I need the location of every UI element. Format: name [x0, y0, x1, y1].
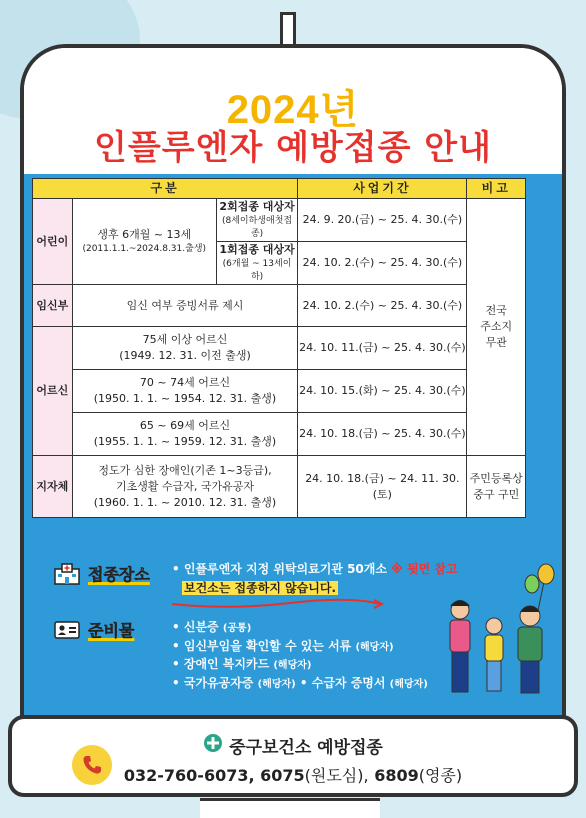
list-item [172, 674, 442, 693]
footer-phone [12, 763, 574, 786]
dose1-cell [216, 242, 297, 285]
child-age-cell [72, 199, 216, 285]
local-line2: 기초생활 수급자, 국가유공자 [115, 479, 254, 493]
prep-item4-sub: (해당자) [257, 678, 296, 690]
table-row [33, 456, 526, 518]
col-header-note: 비고 [467, 179, 526, 199]
dose1-label: 1회접종 대상자 [219, 243, 295, 257]
child-age: 생후 6개월 ~ 13세 [97, 228, 192, 242]
contact-footer [8, 715, 578, 797]
prep-section-title [52, 618, 134, 641]
table-row [33, 413, 526, 456]
elderly-g1-birth: (1949. 12. 31. 이전 출생) [119, 349, 251, 363]
note-common [467, 199, 526, 456]
table-row [33, 370, 526, 413]
pregnant-period: 24. 10. 2.(수) ~ 25. 4. 30.(수) [298, 285, 467, 327]
place-notice: 보건소는 접종하지 않습니다. [184, 580, 337, 595]
elderly-g3-cell [72, 413, 298, 456]
table-row [33, 285, 526, 327]
header [24, 48, 562, 174]
place-section-title [52, 562, 150, 585]
list-item [172, 655, 442, 674]
underline-decoration [170, 598, 390, 610]
dose2-cell [216, 199, 297, 242]
place-line1 [172, 560, 472, 579]
place-line1-note: ※ 뒷면 참고 [391, 562, 458, 576]
local-desc-cell [72, 456, 298, 518]
tel-sub[interactable]: 6809 [374, 766, 419, 785]
prep-section-label: 준비물 [88, 621, 135, 640]
dose1-sub: (6개월 ~ 13세이하) [222, 259, 292, 283]
pregnant-desc: 임신 여부 증빙서류 제시 [72, 285, 298, 327]
note-common-line3: 무관 [485, 336, 507, 350]
prep-item1: • 신분증 [172, 620, 219, 634]
place-line2 [172, 579, 472, 598]
prep-item3-sub: (해당자) [273, 660, 312, 672]
dose2-sub: (8세이하생애첫접종) [221, 216, 293, 240]
table-row [33, 199, 526, 242]
table-row [33, 327, 526, 370]
category-local: 지자체 [33, 456, 73, 518]
elderly-g2-period: 24. 10. 15.(화) ~ 25. 4. 30.(수) [298, 370, 467, 413]
category-child: 어린이 [33, 199, 73, 285]
tel-sub-note: (영종) [418, 766, 463, 785]
col-header-category: 구분 [33, 179, 298, 199]
local-note-line1: 주민등록상 [469, 471, 523, 485]
page-title: 인플루엔자 예방접종 안내 [94, 128, 492, 168]
people-illustration [432, 560, 562, 700]
hospital-icon [52, 564, 82, 584]
local-line1: 정도가 심한 장애인(기존 1~3등급), [98, 463, 272, 477]
health-center-logo-icon [203, 733, 223, 758]
category-elderly: 어르신 [33, 327, 73, 456]
prep-list [172, 618, 442, 692]
elderly-g3-age: 65 ~ 69세 어르신 [139, 419, 231, 433]
place-list [172, 560, 472, 597]
local-note [467, 456, 526, 518]
tel-main-note: (원도심), [304, 766, 369, 785]
list-item [172, 637, 442, 656]
place-line1-text: • 인플루엔자 지정 위탁의료기관 50개소 [172, 562, 387, 576]
sign-post-bottom [200, 798, 380, 818]
prep-item2-sub: (해당자) [355, 641, 394, 653]
prep-item3: • 장애인 복지카드 [172, 657, 270, 672]
local-period: 24. 10. 18.(금) ~ 24. 11. 30.(토) [298, 456, 467, 518]
table-header-row [33, 179, 526, 199]
footer-org [12, 733, 574, 758]
dose2-label: 2회접종 대상자 [219, 200, 295, 213]
note-common-line1: 전국 [485, 304, 507, 318]
elderly-g2-cell [72, 370, 298, 413]
elderly-g1-age: 75세 이상 어르신 [142, 333, 228, 347]
elderly-g1-cell [72, 327, 298, 370]
year-title: 2024년 [226, 88, 360, 132]
local-line3: (1960. 1. 1. ~ 2010. 12. 31. 출생) [93, 495, 277, 509]
list-item [172, 618, 442, 637]
elderly-g3-birth: (1955. 1. 1. ~ 1959. 12. 31. 출생) [93, 435, 277, 449]
note-common-line2: 주소지 [480, 320, 513, 334]
prep-item5: • 수급자 증명서 [299, 675, 386, 690]
child-birth: (2011.1.1.~2024.8.31.출생) [82, 244, 207, 255]
elderly-g2-age: 70 ~ 74세 어르신 [139, 376, 231, 390]
prep-item2: • 임신부임을 확인할 수 있는 서류 [172, 638, 352, 653]
footer-org-name: 중구보건소 예방접종 [229, 738, 383, 758]
vaccination-table [32, 178, 526, 518]
elderly-g3-period: 24. 10. 18.(금) ~ 25. 4. 30.(수) [298, 413, 467, 456]
dose2-period: 24. 9. 20.(금) ~ 25. 4. 30.(수) [298, 199, 467, 242]
elderly-g1-period: 24. 10. 11.(금) ~ 25. 4. 30.(수) [298, 327, 467, 370]
prep-item1-sub: (공통) [222, 623, 252, 634]
tel-main[interactable]: 032-760-6073, 6075 [123, 766, 305, 785]
category-pregnant: 임신부 [33, 285, 73, 327]
dose1-period: 24. 10. 2.(수) ~ 25. 4. 30.(수) [298, 242, 467, 285]
elderly-g2-birth: (1950. 1. 1. ~ 1954. 12. 31. 출생) [93, 392, 277, 406]
prep-item5-sub: (해당자) [389, 678, 428, 690]
prep-item4: • 국가유공자증 [172, 675, 254, 690]
col-header-period: 사업기간 [298, 179, 467, 199]
local-note-line2: 중구 구민 [473, 487, 520, 501]
place-section-label: 접종장소 [88, 565, 150, 584]
id-card-icon [52, 620, 82, 640]
